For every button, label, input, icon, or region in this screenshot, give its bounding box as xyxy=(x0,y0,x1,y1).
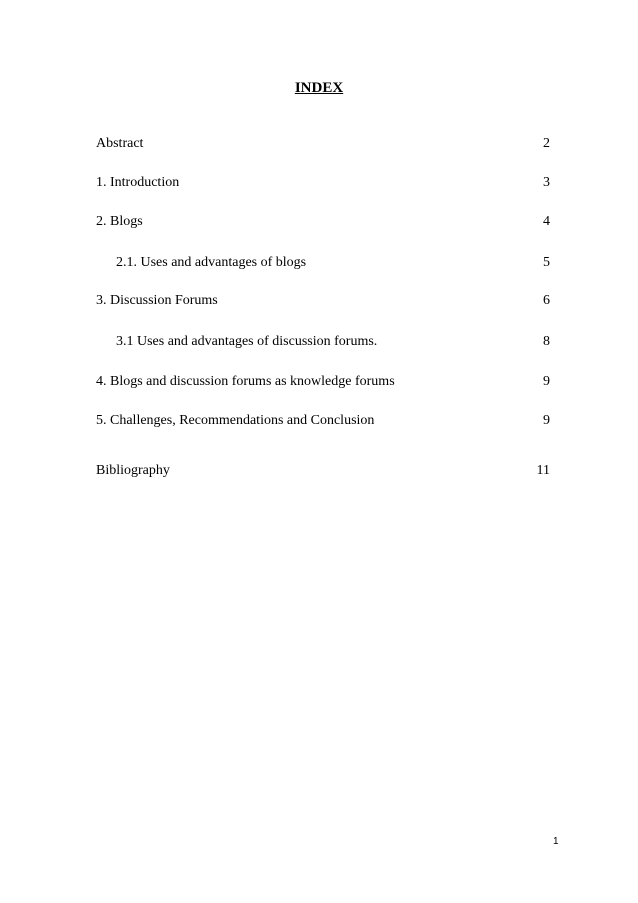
toc-entry-uses-of-forums xyxy=(96,333,550,351)
toc-entry-uses-of-blogs xyxy=(96,254,550,272)
toc-entry-introduction xyxy=(96,174,550,192)
toc-entry-label: 3. Discussion Forums xyxy=(96,293,218,308)
toc-entry-label: 4. Blogs and discussion forums as knowledge forums xyxy=(96,374,395,389)
toc-entry-challenges xyxy=(96,412,550,430)
toc-entry-page: 6 xyxy=(543,293,550,308)
toc-entry-discussion-forums xyxy=(96,292,550,310)
toc-entry-label: 1. Introduction xyxy=(96,175,180,190)
toc-entry-page: 11 xyxy=(536,463,550,478)
toc-entry-label: Bibliography xyxy=(96,463,170,478)
toc-entry-page: 5 xyxy=(543,255,550,270)
toc-entry-page: 4 xyxy=(543,214,550,229)
toc-entry-blogs xyxy=(96,213,550,231)
toc-entry-knowledge-forums xyxy=(96,373,550,391)
page-title: INDEX xyxy=(294,80,344,96)
toc-entry-label: 2. Blogs xyxy=(96,214,143,229)
toc-entry-page: 2 xyxy=(543,136,550,151)
toc-entry-bibliography xyxy=(96,462,550,480)
page-number: 1 xyxy=(553,836,559,847)
toc-entry-page: 9 xyxy=(543,374,550,389)
toc-entry-page: 3 xyxy=(543,175,550,190)
toc-entry-page: 9 xyxy=(543,413,550,428)
toc-entry-label: 5. Challenges, Recommendations and Conclusion xyxy=(96,413,375,428)
toc-entry-abstract xyxy=(96,135,550,153)
toc-entry-label: 3.1 Uses and advantages of discussion forums. xyxy=(116,334,378,349)
toc-entry-page: 8 xyxy=(543,334,550,349)
toc-entry-label: 2.1. Uses and advantages of blogs xyxy=(116,255,307,270)
toc-entry-label: Abstract xyxy=(96,136,144,151)
